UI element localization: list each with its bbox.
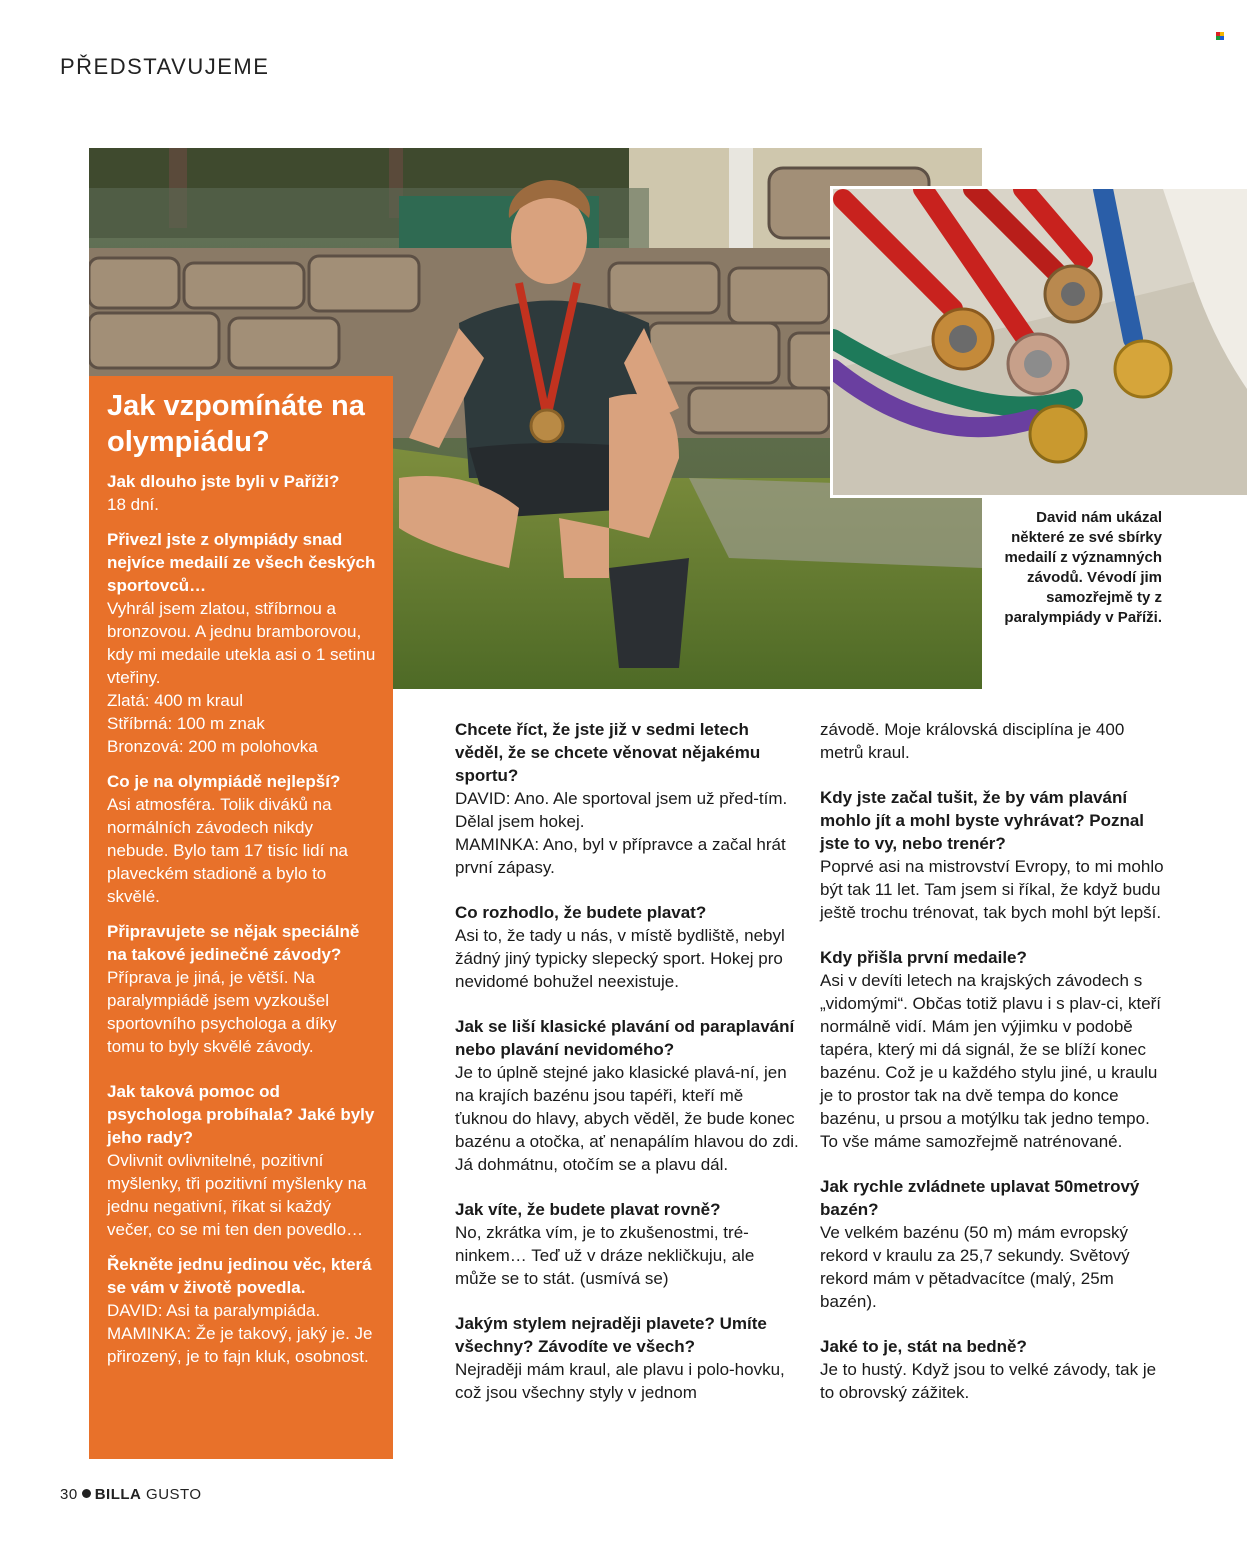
- sidebar-qa: [107, 470, 379, 516]
- question: Kdy přišla první medaile?: [820, 948, 1027, 967]
- answer: DAVID: Ano. Ale sportoval jsem už před-tím. Dělal jsem hokej. MAMINKA: Ano, byl v přípravce a začal hrát první zápasy.: [455, 789, 788, 877]
- sidebar-qa: [107, 920, 379, 1058]
- question: Jakým stylem nejraději plavete? Umíte všechny? Závodíte ve všech?: [455, 1314, 767, 1356]
- answer: Asi to, že tady u nás, v místě bydliště, nebyl žádný jiný typicky slepecký sport. Hokej pro nevidomé bohužel neexistuje.: [455, 926, 785, 991]
- sidebar-qa: [107, 1253, 379, 1368]
- interview-qa: [455, 1015, 800, 1176]
- answer: závodě. Moje královská disciplína je 400 metrů kraul.: [820, 720, 1125, 762]
- question: Jaké to je, stát na bedně?: [820, 1337, 1027, 1356]
- bullet-icon: [82, 1489, 91, 1498]
- question: Chcete říct, že jste již v sedmi letech věděl, že se chcete věnovat nějakému sportu?: [455, 720, 761, 785]
- interview-qa: [455, 1198, 800, 1290]
- interview-qa: [455, 1312, 800, 1404]
- answer: Nejraději mám kraul, ale plavu i polo-hovku, což jsou všechny styly v jednom: [455, 1360, 785, 1402]
- photo-caption: David nám ukázal některé ze své sbírky medailí z významných závodů. Vévodí jim samozřejmě ty z paralympiády v Paříži.: [1004, 509, 1162, 626]
- interview-qa: [820, 786, 1165, 924]
- question: Řekněte jednu jedinou věc, která se vám v životě povedla.: [107, 1255, 372, 1297]
- interview-qa: [820, 1175, 1165, 1313]
- answer: Ovlivnit ovlivnitelné, pozitivní myšlenky, tři pozitivní myšlenky na jednu negativní, říkat si každý večer, co se mi ten den povedlo…: [107, 1151, 367, 1239]
- question: Připravujete se nějak speciálně na takové jedinečné závody?: [107, 922, 360, 964]
- medals-photo: [830, 186, 1250, 498]
- sidebar-qa: [107, 528, 379, 758]
- sidebar-title: Jak vzpomínáte na olympiádu?: [107, 390, 365, 458]
- answer: Příprava je jiná, je větší. Na paralympiádě jsem vyzkoušel sportovního psychologa a díky tomu to byly skvělé závody.: [107, 968, 337, 1056]
- magazine-name: GUSTO: [146, 1486, 202, 1503]
- answer: No, zkrátka vím, je to zkušenostmi, tré-ninkem… Teď už v dráze nekličkuju, ale může se to stát. (usmívá se): [455, 1223, 755, 1288]
- question: Jak dlouho jste byli v Paříži?: [107, 472, 340, 491]
- interview-qa: [820, 718, 1165, 764]
- question: Kdy jste začal tušit, že by vám plavání mohlo jít a mohl byste vyhrávat? Poznal jste to vy, nebo trenér?: [820, 788, 1145, 853]
- brand-name: BILLA: [94, 1486, 142, 1503]
- question: Jak víte, že budete plavat rovně?: [455, 1200, 721, 1219]
- sidebar-box: [89, 376, 393, 1459]
- answer: Asi v devíti letech na krajských závodech s „vidomými“. Občas totiž plavu i s plav-ci, kteří normálně vidí. Mám jen výjimku v podobě tapéra, který mi dá signál, že se blíží konec bazénu. Což je u každého stylu jiné, u kraulu je to prostor tak na dvě tempa do konce bazénu, u prsou a motýlku tak jedno tempo. To vše máme samozřejmě natrénované.: [820, 971, 1162, 1151]
- interview-qa: [820, 946, 1165, 1153]
- sidebar-qa: [107, 770, 379, 908]
- page-footer: [60, 1486, 202, 1503]
- interview-qa: [455, 901, 800, 993]
- answer: Vyhrál jsem zlatou, stříbrnou a bronzovou. A jednu bramborovou, kdy mi medaile utekla asi o 1 setinu vteřiny. Zlatá: 400 m kraul Stříbrná: 100 m znak Bronzová: 200 m polohovka: [107, 599, 376, 756]
- question: Jak se liší klasické plavání od paraplavání nebo plavání nevidomého?: [455, 1017, 795, 1059]
- interview-column-2: [820, 718, 1165, 1426]
- answer: DAVID: Asi ta paralympiáda. MAMINKA: Že je takový, jaký je. Je přirozený, je to fajn kluk, osobnost.: [107, 1301, 373, 1366]
- answer: Asi atmosféra. Tolik diváků na normálních závodech nikdy nebude. Bylo tam 17 tisíc lidí na plaveckém stadioně a bylo to skvělé.: [107, 795, 348, 906]
- answer: 18 dní.: [107, 495, 159, 514]
- interview-column-1: [455, 718, 800, 1426]
- question: Co je na olympiádě nejlepší?: [107, 772, 341, 791]
- answer: Ve velkém bazénu (50 m) mám evropský rekord v kraulu za 25,7 sekundy. Světový rekord mám v pětadvacítce (malý, 25m bazén).: [820, 1223, 1130, 1311]
- question: Co rozhodlo, že budete plavat?: [455, 903, 707, 922]
- page-number: 30: [60, 1486, 78, 1503]
- interview-qa: [455, 718, 800, 879]
- answer: Poprvé asi na mistrovství Evropy, to mi mohlo být tak 11 let. Tam jsem si říkal, že když budu ještě trochu trénovat, tak bych mohl být lepší.: [820, 857, 1164, 922]
- question: Jak rychle zvládnete uplavat 50metrový bazén?: [820, 1177, 1140, 1219]
- question: Jak taková pomoc od psychologa probíhala? Jaké byly jeho rady?: [107, 1082, 375, 1147]
- question: Přivezl jste z olympiády snad nejvíce medailí ze všech českých sportovců…: [107, 530, 376, 595]
- color-mark: [1216, 32, 1224, 40]
- interview-qa: [820, 1335, 1165, 1404]
- section-label: PŘEDSTAVUJEME: [60, 54, 270, 79]
- answer: Je to úplně stejné jako klasické plavá-ní, jen na krajích bazénu jsou tapéři, kteří mě ťuknou do hlavy, abych věděl, že bude konec bazénu a otočka, ať nenapálím hlavou do zdi. Já dohmátnu, otočím se a plavu dál.: [455, 1063, 799, 1174]
- sidebar-qa: [107, 1080, 379, 1241]
- answer: Je to hustý. Když jsou to velké závody, tak je to obrovský zážitek.: [820, 1360, 1157, 1402]
